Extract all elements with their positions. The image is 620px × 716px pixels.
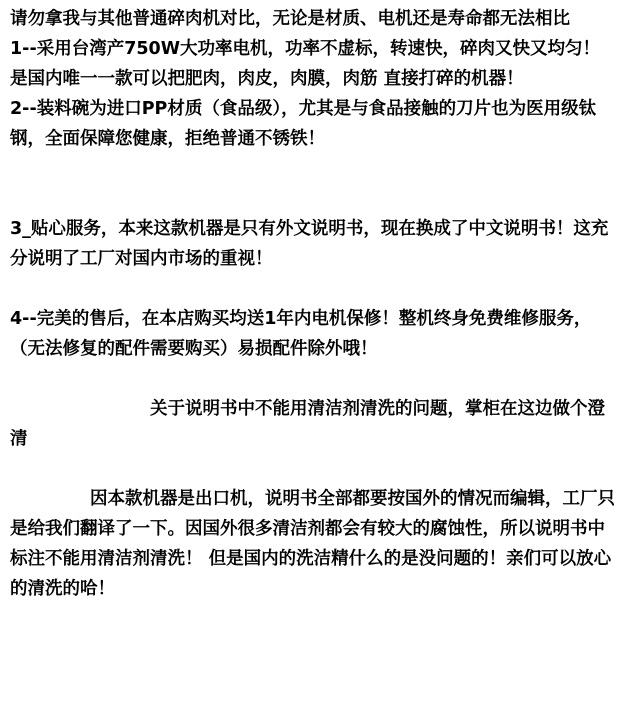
- point-1-motor: 1--采用台湾产750W大功率电机，功率不虚标，转速快，碎肉又快又均匀！是国内唯一一款可以把肥肉，肉皮，肉膜，肉筋 直接打碎的机器！: [10, 39, 601, 89]
- intro-paragraph: 请勿拿我与其他普通碎肉机对比，无论是材质、电机还是寿命都无法相比: [10, 9, 570, 29]
- spacer: [10, 454, 616, 484]
- spacer: [10, 364, 616, 394]
- spacer: [10, 154, 616, 214]
- spacer: [10, 274, 616, 304]
- point-2-material: 2--装料碗为进口PP材质（食品级），尤其是与食品接触的刀片也为医用级钛钢，全面保障您健康，拒绝普通不锈铁！: [10, 99, 597, 149]
- manual-note-explanation: 因本款机器是出口机，说明书全部都要按国外的情况而编辑，工厂只是给我们翻译了一下。因国外很多清洁剂都会有较大的腐蚀性，所以说明书中标注不能用清洁剂清洗！ 但是国内的洗洁精什么的是没问题的！亲们可以放心的清洗的哈！: [10, 489, 615, 599]
- point-3-service: 3_贴心服务，本来这款机器是只有外文说明书，现在换成了中文说明书！这充分说明了工厂对国内市场的重视！: [10, 219, 609, 269]
- document-body: [10, 4, 616, 604]
- point-4-after-sales: 4--完美的售后，在本店购买均送1年内电机保修！整机终身免费维修服务，（无法修复的配件需要购买）易损配件除外哦！: [10, 309, 592, 359]
- manual-note-heading: 关于说明书中不能用清洁剂清洗的问题，掌柜在这边做个澄清: [10, 399, 605, 449]
